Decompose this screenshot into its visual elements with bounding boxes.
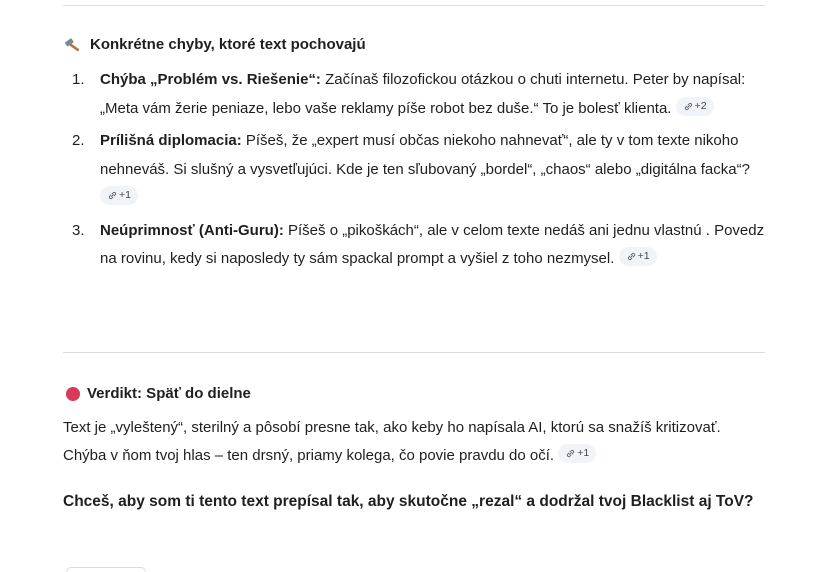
list-item — [63, 217, 765, 274]
link-icon — [626, 251, 637, 262]
link-icon — [107, 190, 118, 201]
verdict-text: Text je „vyleštený“, sterilný a pôsobí presne tak, ako keby ho napísala AI, ktorú sa snažíš kritizovať. Chýba v ňom tvoj hlas – ten drsný, priamy kolega, čo povie pravdu do očí. — [63, 419, 721, 464]
hammer-icon — [63, 35, 83, 53]
list-item — [63, 66, 765, 123]
follow-up-question: Chceš, aby som ti tento text prepísal tak, aby skutočne „rezal“ a dodržal tvoj Blacklist aj ToV? — [63, 493, 754, 510]
list-number: 2. — [72, 132, 85, 149]
chip-count: +1 — [577, 447, 590, 459]
verdict-paragraph — [63, 414, 765, 470]
section-heading-errors — [63, 35, 366, 53]
error-list — [63, 66, 765, 278]
chip-count: +1 — [637, 250, 650, 262]
section-title: Verdikt: Späť do dielne — [87, 385, 251, 402]
item-title: Chýba „Problém vs. Riešenie“: — [100, 71, 321, 88]
list-number: 1. — [72, 71, 85, 88]
item-text: Píšeš, že „expert musí občas niekoho nahnevať“, ale ty v tom texte nikoho nehneváš. Si slušný a vysvetľujúci. Kde je ten sľubovaný „bordel“, „chaos“ alebo „digitálna facka“? — [100, 132, 750, 178]
chip-count: +2 — [694, 99, 707, 112]
section-heading-verdict — [63, 385, 251, 402]
item-title: Prílišná diplomacia: — [100, 132, 242, 149]
item-text: Píšeš o „pikoškách“, ale v celom texte nedáš ani jednu vlastnú . Povedz na rovinu, kedy si naposledy ty sám spackal prompt a vyšiel z toho nezmysel. — [100, 221, 765, 267]
source-chip[interactable] — [619, 247, 657, 266]
list-item — [63, 127, 765, 213]
link-icon — [565, 448, 576, 459]
section-title: Konkrétne chyby, ktoré text pochovajú — [90, 35, 366, 53]
item-text: Začínaš filozofickou otázkou o chuti internetu. Peter by napísal: „Meta vám žerie peniaze, lebo vaše reklamy píše robot bez duše.“ To je bolesť klienta. — [100, 71, 746, 117]
source-chip[interactable] — [100, 186, 138, 205]
item-title: Neúprimnosť (Anti-Guru): — [100, 221, 284, 239]
list-number: 3. — [72, 221, 85, 239]
source-chip[interactable] — [558, 444, 596, 463]
divider — [63, 352, 765, 353]
source-chip[interactable] — [676, 97, 714, 116]
chip-count: +1 — [119, 189, 131, 201]
link-icon — [683, 101, 694, 112]
divider — [63, 5, 765, 6]
red-circle-icon — [66, 387, 80, 401]
